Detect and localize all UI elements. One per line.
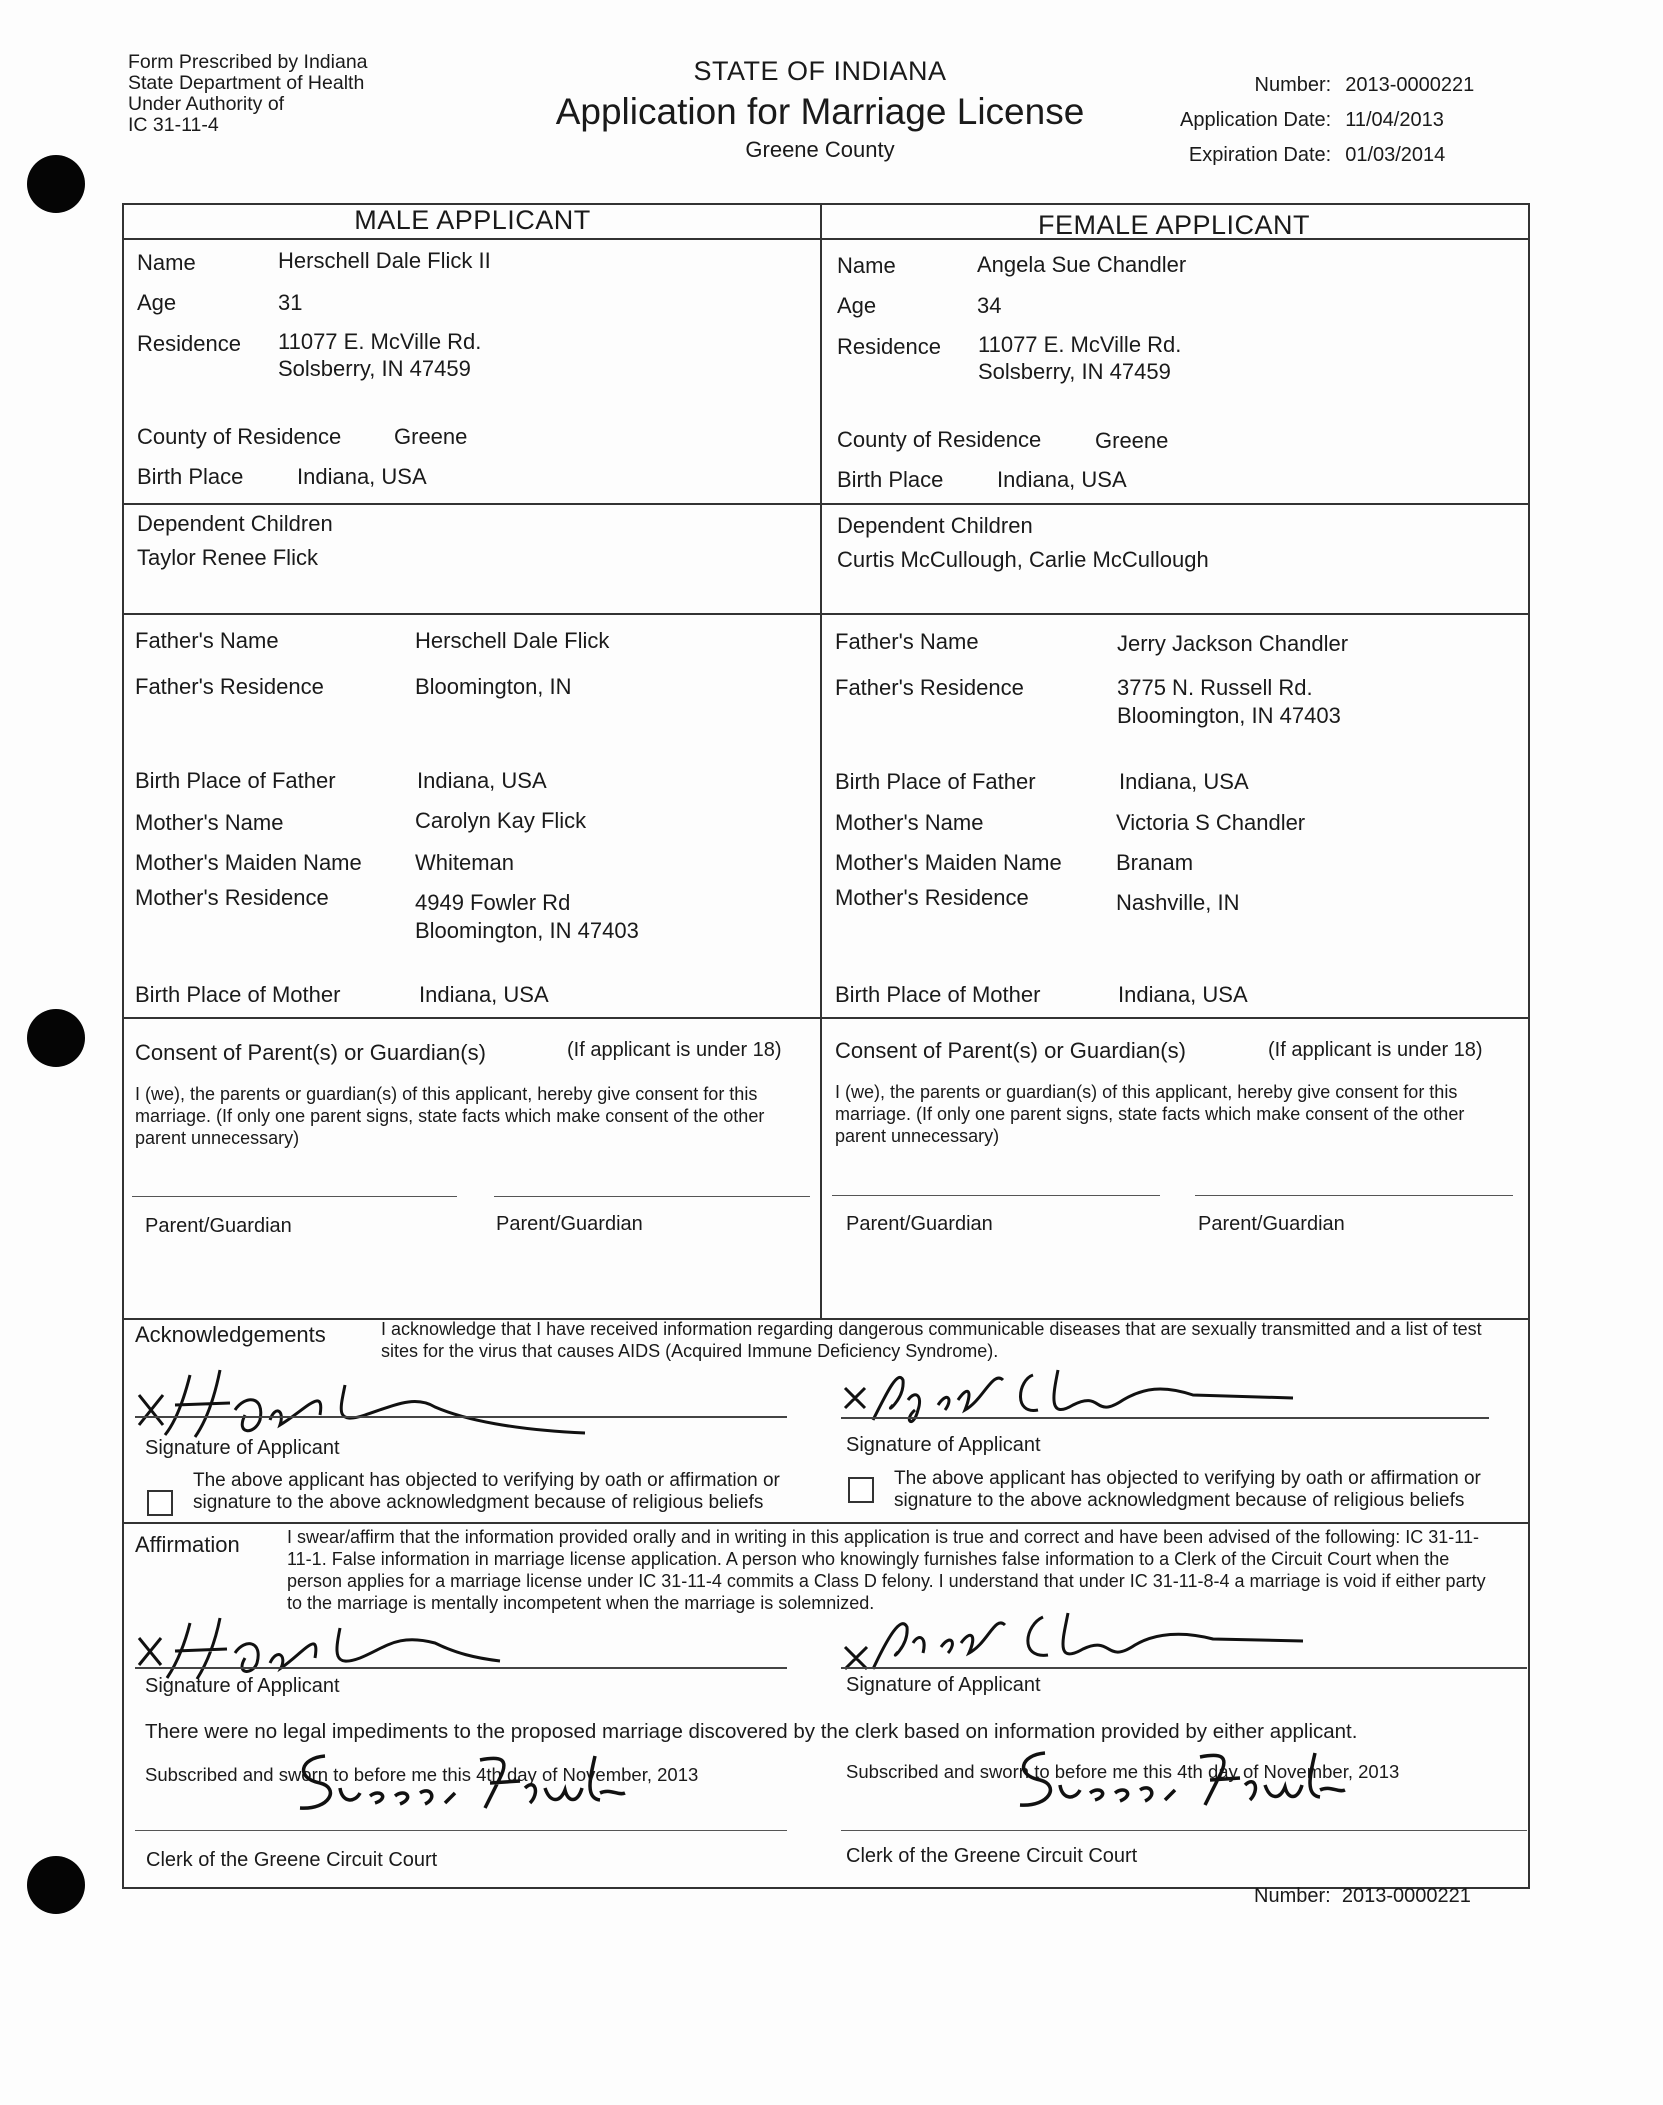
clerk-signature-left [280, 1748, 630, 1820]
male-father-res-label: Father's Residence [135, 674, 324, 699]
female-mother-birth-label: Birth Place of Mother [835, 982, 1041, 1007]
female-father-name-label: Father's Name [835, 629, 979, 654]
county-title: Greene County [745, 137, 895, 162]
female-father-res-label: Father's Residence [835, 675, 1024, 700]
male-guardian-label-1: Parent/Guardian [145, 1215, 292, 1237]
male-mother-res-line1: 4949 Fowler Rd [415, 890, 571, 915]
female-affirmation-signature-label: Signature of Applicant [846, 1674, 1041, 1696]
form-prescribed-note: Form Prescribed by Indiana State Department of Health Under Authority of IC 31-11-4 [128, 51, 368, 136]
female-dependents-label: Dependent Children [837, 513, 1033, 538]
acknowledgements-text: I acknowledge that I have received information regarding dangerous communicable diseases that are sexually transmitted and a list of test sites for the virus that causes AIDS (Acquired Immune Deficiency Syndrome). [381, 1319, 1482, 1361]
male-affirmation-signature-line [135, 1667, 787, 1669]
male-birth-place: Indiana, USA [297, 464, 427, 489]
female-objection-text: The above applicant has objected to verifying by oath or affirmation or signature to the above acknowledgment because of religious beliefs [894, 1468, 1481, 1511]
female-father-res-line1: 3775 N. Russell Rd. [1117, 675, 1313, 700]
female-objection-checkbox[interactable] [848, 1477, 874, 1503]
male-father-res-line1: Bloomington, IN [415, 674, 572, 699]
male-residence-label: Residence [137, 331, 241, 356]
female-guardian-line-2 [1195, 1195, 1513, 1196]
female-affirmation-signature-line [841, 1667, 1527, 1669]
male-county: Greene [394, 424, 468, 449]
license-number: 2013-0000221 [1345, 74, 1475, 96]
male-ack-signature-line [135, 1416, 787, 1418]
male-birth-place-label: Birth Place [137, 464, 244, 489]
punch-hole-top [27, 155, 85, 213]
female-birth-place: Indiana, USA [997, 467, 1127, 492]
female-residence-line1: 11077 E. McVille Rd. [978, 332, 1182, 357]
female-dependents: Curtis McCullough, Carlie McCullough [837, 547, 1209, 572]
female-county-label: County of Residence [837, 427, 1042, 452]
clerk-label-right: Clerk of the Greene Circuit Court [846, 1845, 1138, 1867]
female-mother-maiden-label: Mother's Maiden Name [835, 850, 1062, 875]
female-ack-signature-line [841, 1417, 1489, 1419]
male-father-birth-label: Birth Place of Father [135, 768, 336, 793]
female-name-label: Name [837, 253, 896, 278]
male-affirmation-signature-label: Signature of Applicant [145, 1675, 340, 1697]
female-mother-name: Victoria S Chandler [1116, 810, 1306, 835]
female-mother-res-label: Mother's Residence [835, 885, 1029, 910]
divider-parents [122, 613, 1528, 615]
punch-hole-middle [27, 1009, 85, 1067]
female-father-name: Jerry Jackson Chandler [1117, 631, 1349, 656]
affirmation-text: I swear/affirm that the information provided orally and in writing in this application is true and correct and have been advised of the following: IC 31-11-11-1. False information in marriage license application. A person who knowingly furnishes false information to a Clerk of the Circuit Court when the person applies for a marriage license under IC 31-11-4 commits a Class D felony. I understand that under IC 31-11-8-4 a marriage is void if either party to the marriage is mentally incompetent when the marriage is solemnized. [287, 1527, 1486, 1613]
female-age-label: Age [837, 293, 877, 318]
male-mother-res-line2: Bloomington, IN 47403 [415, 918, 639, 943]
female-consent-title: Consent of Parent(s) or Guardian(s) [835, 1038, 1186, 1063]
male-mother-name: Carolyn Kay Flick [415, 808, 587, 833]
footer-number: Number: 2013-0000221 [1254, 1885, 1471, 1907]
male-mother-birth-label: Birth Place of Mother [135, 982, 341, 1007]
female-name: Angela Sue Chandler [977, 252, 1187, 277]
clerk-line-left [135, 1830, 787, 1831]
female-ack-signature-label: Signature of Applicant [846, 1434, 1041, 1456]
male-consent-title: Consent of Parent(s) or Guardian(s) [135, 1040, 486, 1065]
male-dependents-label: Dependent Children [137, 511, 333, 536]
female-mother-birth: Indiana, USA [1118, 982, 1248, 1007]
male-mother-birth: Indiana, USA [419, 982, 549, 1007]
divider-affirmation [122, 1522, 1528, 1524]
female-mother-maiden: Branam [1116, 850, 1194, 875]
male-objection-checkbox[interactable] [147, 1490, 173, 1516]
state-title: STATE OF INDIANA [693, 56, 947, 86]
male-ack-signature-label: Signature of Applicant [145, 1437, 340, 1459]
male-father-birth: Indiana, USA [417, 768, 547, 793]
male-objection-text: The above applicant has objected to verifying by oath or affirmation or signature to the above acknowledgment because of religious beliefs [193, 1470, 780, 1513]
subscribed-right: Subscribed and sworn to before me this 4th day of November, 2013 [846, 1761, 1400, 1782]
female-father-birth: Indiana, USA [1119, 769, 1249, 794]
female-residence-line2: Solsberry, IN 47459 [978, 359, 1171, 384]
male-consent-note: (If applicant is under 18) [567, 1039, 782, 1061]
female-guardian-label-1: Parent/Guardian [846, 1213, 993, 1235]
male-father-name-label: Father's Name [135, 628, 279, 653]
impediments-statement: There were no legal impediments to the proposed marriage discovered by the clerk based on information provided by either applicant. [145, 1720, 1358, 1743]
clerk-line-right [841, 1830, 1527, 1831]
female-consent-text: I (we), the parents or guardian(s) of this applicant, hereby give consent for this marriage. (If only one parent signs, state facts which make consent of the other parent unnecessary) [835, 1082, 1465, 1146]
form-heading [470, 56, 1170, 163]
female-county: Greene [1095, 428, 1169, 453]
punch-hole-bottom [27, 1856, 85, 1914]
application-date: 11/04/2013 [1345, 109, 1444, 131]
female-consent-note: (If applicant is under 18) [1268, 1039, 1483, 1061]
acknowledgements-title: Acknowledgements [135, 1322, 326, 1347]
male-residence-line1: 11077 E. McVille Rd. [278, 329, 482, 354]
female-mother-name-label: Mother's Name [835, 810, 984, 835]
male-father-name: Herschell Dale Flick [415, 628, 610, 653]
male-mother-res-label: Mother's Residence [135, 885, 329, 910]
divider-dependents [122, 503, 1528, 505]
male-guardian-line-1 [132, 1196, 457, 1197]
male-signature-ack [135, 1365, 605, 1443]
male-mother-maiden-label: Mother's Maiden Name [135, 850, 362, 875]
clerk-signature-right [1000, 1745, 1350, 1817]
male-name-label: Name [137, 250, 196, 275]
male-guardian-line-2 [494, 1196, 810, 1197]
column-divider [820, 203, 822, 1320]
female-residence-label: Residence [837, 334, 941, 359]
license-meta: Number: 2013-0000221 Application Date: 11/04/2013 Expiration Date: 01/03/2014 [1180, 68, 1485, 173]
female-applicant-title: FEMALE APPLICANT [1037, 210, 1311, 240]
male-dependents: Taylor Renee Flick [137, 545, 318, 570]
female-age: 34 [977, 293, 1002, 318]
page-title: Application for Marriage License [555, 91, 1085, 132]
male-age-label: Age [137, 290, 177, 315]
male-mother-name-label: Mother's Name [135, 810, 284, 835]
female-birth-place-label: Birth Place [837, 467, 944, 492]
male-residence-line2: Solsberry, IN 47459 [278, 356, 471, 381]
female-mother-res-line1: Nashville, IN [1116, 890, 1240, 915]
clerk-label-left: Clerk of the Greene Circuit Court [146, 1849, 438, 1871]
divider-consent [122, 1017, 1528, 1019]
female-father-birth-label: Birth Place of Father [835, 769, 1036, 794]
male-applicant-title: MALE APPLICANT [354, 205, 591, 235]
expiration-date: 01/03/2014 [1345, 144, 1446, 166]
female-guardian-line-1 [832, 1195, 1160, 1196]
affirmation-title: Affirmation [135, 1532, 240, 1557]
female-signature-ack [843, 1360, 1303, 1430]
male-guardian-label-2: Parent/Guardian [496, 1213, 643, 1235]
male-consent-text: I (we), the parents or guardian(s) of this applicant, hereby give consent for this marriage. (If only one parent signs, state facts which make consent of the other parent unnecessary) [135, 1084, 765, 1148]
male-mother-maiden: Whiteman [415, 850, 515, 875]
female-father-res-line2: Bloomington, IN 47403 [1117, 703, 1341, 728]
male-signature-affirmation [135, 1613, 515, 1683]
male-age: 31 [278, 290, 303, 315]
female-guardian-label-2: Parent/Guardian [1198, 1213, 1345, 1235]
female-signature-affirmation [843, 1607, 1313, 1675]
male-name: Herschell Dale Flick II [278, 248, 491, 273]
subscribed-left: Subscribed and sworn to before me this 4th day of November, 2013 [145, 1764, 699, 1785]
male-county-label: County of Residence [137, 424, 342, 449]
